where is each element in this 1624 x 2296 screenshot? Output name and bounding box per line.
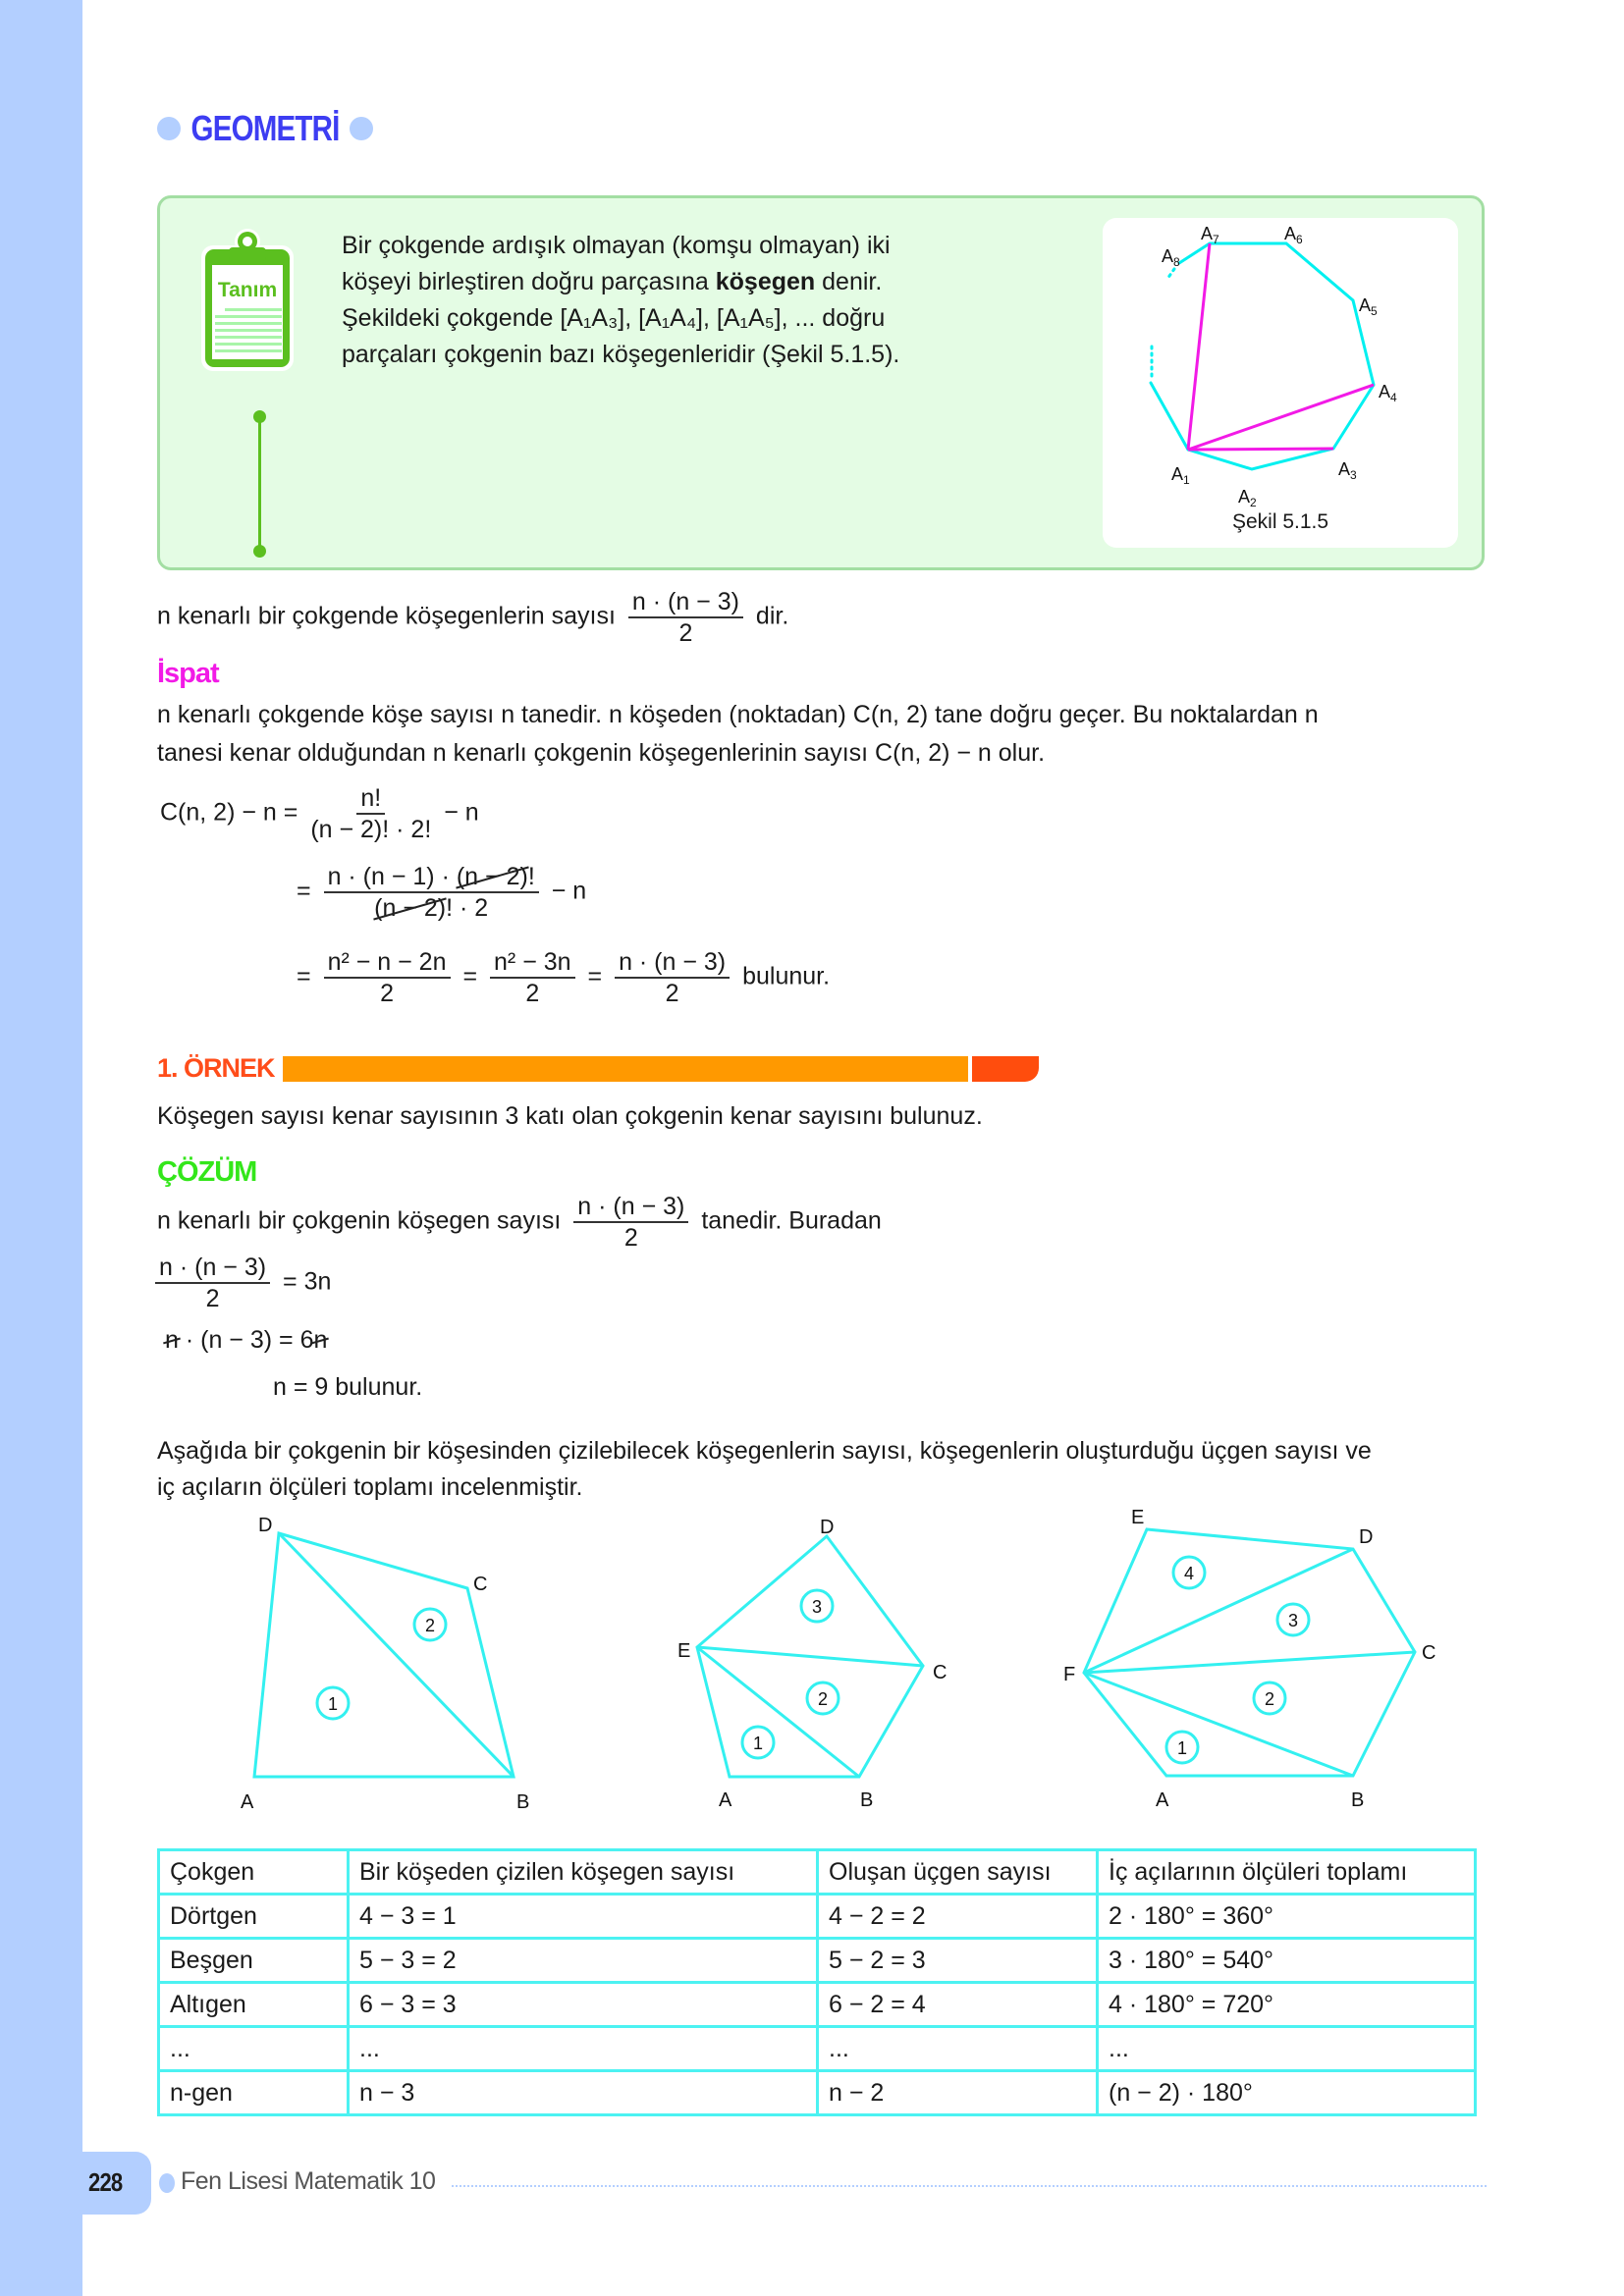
table-header: Çokgen bbox=[159, 1850, 349, 1895]
svg-text:A: A bbox=[719, 1789, 732, 1811]
label-a3: $A_3$ bbox=[1338, 459, 1357, 482]
solution-line-1: n kenarlı bir çokgenin köşegen sayısı $\frac{n \cdot (n - 3)}{2}$ tanedir. Buradan bbox=[157, 1193, 882, 1252]
book-title: Fen Lisesi Matematik 10 bbox=[181, 2167, 436, 2195]
svg-text:1: 1 bbox=[752, 1734, 764, 1753]
svg-text:3: 3 bbox=[1287, 1611, 1299, 1630]
table-row bbox=[159, 2027, 1476, 2071]
svg-text:F: F bbox=[1063, 1664, 1076, 1685]
table-cell: 4 · 180° = 720° bbox=[1098, 1983, 1476, 2027]
table-header-row bbox=[159, 1850, 1476, 1895]
solution-heading: ÇÖZÜM bbox=[157, 1156, 257, 1188]
svg-text:2: 2 bbox=[817, 1689, 829, 1709]
table-cell: (n − 2) · 180° bbox=[1098, 2071, 1476, 2115]
example-question: Köşegen sayısı kenar sayısının 3 katı olan çokgenin kenar sayısını bulunuz. bbox=[157, 1102, 983, 1130]
svg-text:B: B bbox=[860, 1789, 874, 1811]
figure-5-1-5 bbox=[1103, 218, 1458, 548]
table-row bbox=[159, 1983, 1476, 2027]
svg-text:D: D bbox=[258, 1515, 273, 1536]
section-title bbox=[157, 108, 373, 149]
proof-line-1: n kenarlı çokgende köşe sayısı n tanedir. n köşeden (noktadan) C(n, 2) tane doğru geçer. Bu noktalardan n bbox=[157, 701, 1319, 728]
label-a8: $A_8$ bbox=[1162, 246, 1180, 269]
figure-caption: Şekil 5.1.5 bbox=[1231, 510, 1329, 533]
def-line-1: Bir çokgende ardışık olmayan (komşu olmayan) iki bbox=[342, 232, 891, 259]
svg-text:2: 2 bbox=[424, 1616, 436, 1635]
pentagon-diagram bbox=[668, 1512, 982, 1836]
svg-text:D: D bbox=[820, 1517, 835, 1538]
table-header: Bir köşeden çizilen köşegen sayısı bbox=[349, 1850, 818, 1895]
hexagon-diagram bbox=[1060, 1502, 1473, 1836]
table-cell: ... bbox=[159, 2027, 349, 2071]
label-a4: $A_4$ bbox=[1379, 382, 1397, 404]
svg-text:B: B bbox=[1351, 1789, 1365, 1811]
table-cell: n − 2 bbox=[818, 2071, 1098, 2115]
solution-eq-1: $\frac{n \cdot (n - 3)}{2}$ = 3n bbox=[155, 1253, 331, 1313]
svg-text:1: 1 bbox=[327, 1694, 339, 1714]
page-number: 228 bbox=[88, 2167, 123, 2197]
svg-text:4: 4 bbox=[1183, 1564, 1195, 1583]
svg-text:C: C bbox=[933, 1662, 947, 1683]
definition-box bbox=[157, 195, 1485, 570]
table-cell: ... bbox=[1098, 2027, 1476, 2071]
formula-statement: n kenarlı bir çokgende köşegenlerin sayısı $\frac{n \cdot (n - 3)}{2}$ dir. bbox=[157, 588, 789, 647]
svg-text:2: 2 bbox=[1264, 1689, 1275, 1709]
svg-text:1: 1 bbox=[1176, 1738, 1188, 1758]
table-cell: ... bbox=[818, 2027, 1098, 2071]
solution-eq-2: n · (n − 3) = 6n bbox=[165, 1326, 328, 1354]
timeline-line bbox=[258, 416, 261, 550]
definition-text bbox=[342, 228, 1019, 373]
timeline-dot-bottom bbox=[253, 545, 266, 558]
example-label: 1. ÖRNEK bbox=[157, 1053, 275, 1083]
table-cell: 5 − 2 = 3 bbox=[818, 1939, 1098, 1983]
svg-text:Tanım: Tanım bbox=[217, 279, 278, 301]
svg-text:A: A bbox=[1156, 1789, 1169, 1811]
proof-line-2: tanesi kenar olduğundan n kenarlı çokgenin köşegenlerinin sayısı C(n, 2) − n olur. bbox=[157, 739, 1046, 767]
table-row bbox=[159, 1939, 1476, 1983]
svg-text:A: A bbox=[241, 1791, 254, 1813]
proof-heading: İspat bbox=[157, 658, 219, 689]
label-a6: $A_6$ bbox=[1284, 224, 1303, 246]
table-cell: 5 − 3 = 2 bbox=[349, 1939, 818, 1983]
polygon-table bbox=[157, 1848, 1477, 2116]
title-dot-left bbox=[157, 117, 181, 140]
table-cell: 2 · 180° = 360° bbox=[1098, 1895, 1476, 1939]
svg-text:E: E bbox=[1131, 1507, 1145, 1528]
footer-dot bbox=[159, 2173, 175, 2193]
svg-text:D: D bbox=[1359, 1526, 1374, 1548]
footer-dotted-line bbox=[452, 2185, 1487, 2187]
table-cell: ... bbox=[349, 2027, 818, 2071]
table-cell: 4 − 3 = 1 bbox=[349, 1895, 818, 1939]
fraction: $\frac{n \cdot (n - 3)}{2}$ bbox=[628, 587, 743, 648]
svg-text:C: C bbox=[1422, 1642, 1436, 1664]
table-cell: 3 · 180° = 540° bbox=[1098, 1939, 1476, 1983]
table-cell: n-gen bbox=[159, 2071, 349, 2115]
table-cell: Dörtgen bbox=[159, 1895, 349, 1939]
section-title-text: GEOMETRİ bbox=[190, 108, 340, 148]
table-row bbox=[159, 2071, 1476, 2115]
label-a7: $A_7$ bbox=[1201, 224, 1219, 246]
title-dot-right bbox=[350, 117, 373, 140]
label-a2: $A_2$ bbox=[1238, 487, 1257, 509]
svg-text:E: E bbox=[677, 1640, 691, 1662]
def-line-4: parçaları çokgenin bazı köşegenleridir (Şekil 5.1.5). bbox=[342, 341, 900, 368]
clipboard-icon bbox=[199, 228, 296, 373]
proof-eq-1: C(n, 2) − n = $\frac{n!}{(n - 2)! \cdot 2!}$ − n bbox=[160, 784, 479, 843]
table-cell: 4 − 2 = 2 bbox=[818, 1895, 1098, 1939]
table-cell: 6 − 2 = 4 bbox=[818, 1983, 1098, 2027]
proof-eq-3: = $\frac{\text{n² − n − 2n}}{2}$ = $\frac{\text{n² − 3n}}{2}$ = $\frac{n \cdot (n - 3)}{2}$ bulunur. bbox=[297, 948, 831, 1007]
svg-text:B: B bbox=[516, 1791, 530, 1813]
term-kosegen: köşegen bbox=[715, 268, 816, 295]
table-cell: Altıgen bbox=[159, 1983, 349, 2027]
example-bar-cap bbox=[972, 1056, 1039, 1082]
table-row bbox=[159, 1895, 1476, 1939]
side-strip bbox=[0, 0, 82, 2296]
def-line-2: köşeyi birleştiren doğru parçasına köşegen denir. bbox=[342, 268, 883, 295]
table-header: Oluşan üçgen sayısı bbox=[818, 1850, 1098, 1895]
solution-eq-3: n = 9 bulunur. bbox=[273, 1373, 423, 1401]
table-cell: Beşgen bbox=[159, 1939, 349, 1983]
table-header: İç açılarının ölçüleri toplamı bbox=[1098, 1850, 1476, 1895]
table-cell: n − 3 bbox=[349, 2071, 818, 2115]
label-a1: $A_1$ bbox=[1171, 464, 1190, 487]
intro-line-1: Aşağıda bir çokgenin bir köşesinden çizilebilecek köşegenlerin sayısı, köşegenlerin oluşturduğu üçgen sayısı ve bbox=[157, 1437, 1372, 1465]
svg-text:3: 3 bbox=[811, 1597, 823, 1617]
quadrilateral-diagram bbox=[226, 1512, 579, 1836]
label-a5: $A_5$ bbox=[1359, 295, 1378, 318]
example-header bbox=[157, 1053, 1039, 1084]
example-bar bbox=[283, 1056, 968, 1082]
table-cell: 6 − 3 = 3 bbox=[349, 1983, 818, 2027]
octagon-diagram bbox=[1103, 218, 1458, 512]
svg-text:C: C bbox=[473, 1574, 488, 1595]
def-line-3: Şekildeki çokgende [A₁A₃], [A₁A₄], [A₁A₅], ... doğru bbox=[342, 304, 886, 332]
intro-line-2: iç açıların ölçüleri toplamı incelenmiştir. bbox=[157, 1473, 583, 1501]
proof-eq-2: = $\frac{n \cdot (n - 1) \cdot (n - 2)!}{(n - 2)! \cdot 2}$ − n bbox=[297, 863, 587, 922]
